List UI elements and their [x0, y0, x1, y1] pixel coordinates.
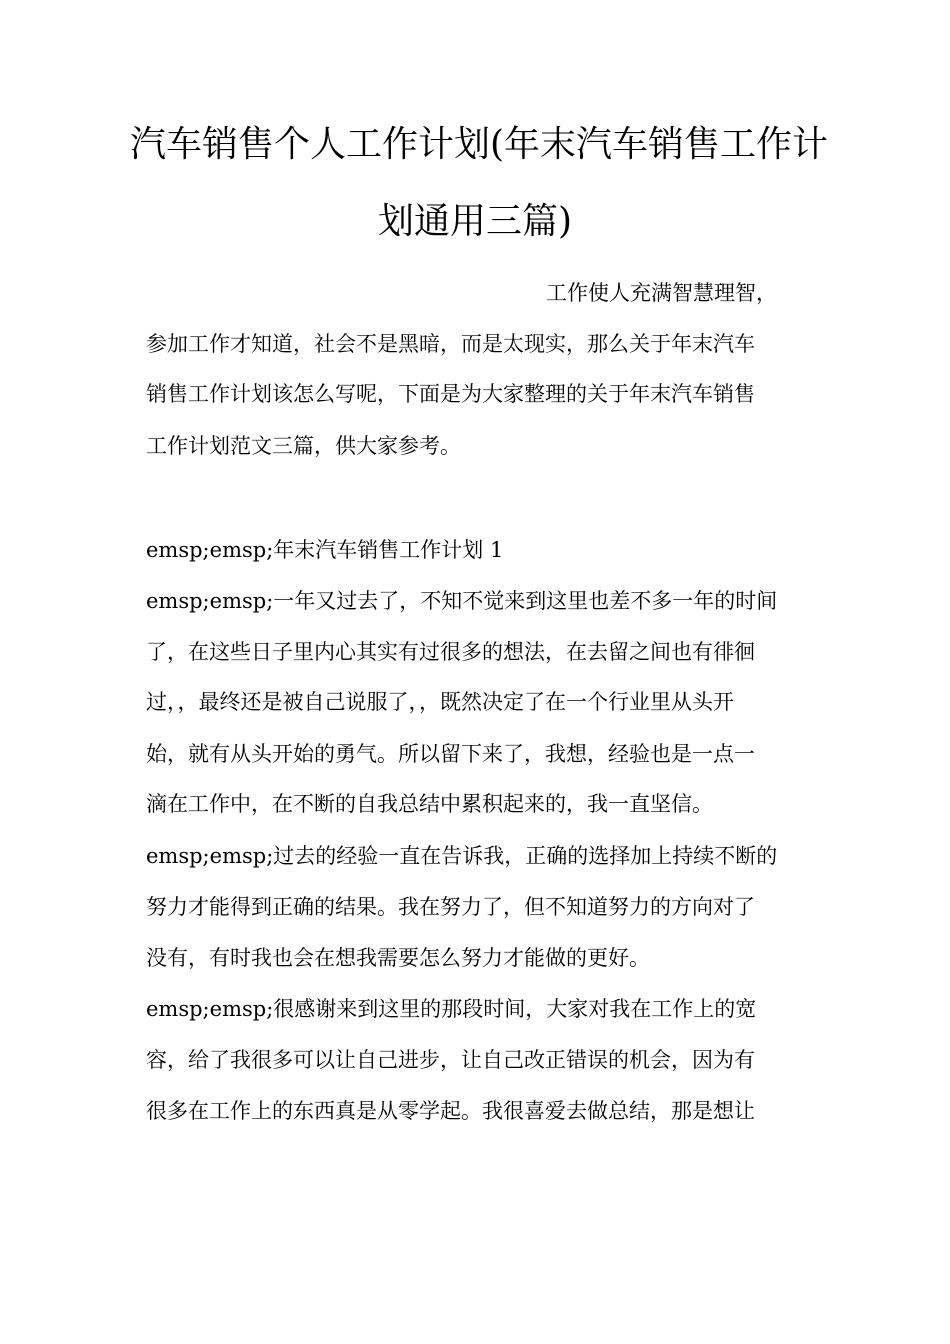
body-line-4: 始，就有从头开始的勇气。所以留下来了，我想，经验也是一点一: [146, 742, 755, 766]
document-title-line-2: 划通用三篇): [377, 201, 573, 242]
body-line-11: 很多在工作上的东西真是从零学起。我很喜爱去做总结，那是想让: [146, 1099, 755, 1123]
body-line-9: emsp;emsp;很感谢来到这里的那段时间，大家对我在工作上的宽: [146, 997, 757, 1021]
body-line-3: 过，，最终还是被自己说服了，，既然决定了在一个行业里从头开: [146, 690, 734, 714]
body-line-8: 没有，有时我也会在想我需要怎么努力才能做的更好。: [146, 946, 650, 970]
body-line-2: 了，在这些日子里内心其实有过很多的想法，在去留之间也有徘徊: [146, 640, 755, 664]
intro-line-1: 工作使人充满智慧理智，: [546, 281, 777, 305]
body-line-1: emsp;emsp;一年又过去了，不知不觉来到这里也差不多一年的时间: [146, 589, 778, 613]
intro-line-4: 工作计划范文三篇，供大家参考。: [146, 434, 461, 458]
intro-line-3: 销售工作计划该怎么写呢，下面是为大家整理的关于年末汽车销售: [146, 382, 755, 406]
body-line-7: 努力才能得到正确的结果。我在努力了，但不知道努力的方向对了: [146, 895, 755, 919]
body-line-5: 滴在工作中，在不断的自我总结中累积起来的，我一直坚信。: [146, 792, 713, 816]
section-heading: emsp;emsp;年末汽车销售工作计划 1: [146, 538, 504, 562]
intro-line-2: 参加工作才知道，社会不是黑暗，而是太现实，那么关于年末汽车: [146, 332, 755, 356]
body-line-10: 容，给了我很多可以让自己进步，让自己改正错误的机会，因为有: [146, 1048, 755, 1072]
body-line-6: emsp;emsp;过去的经验一直在告诉我，正确的选择加上持续不断的: [146, 844, 778, 868]
document-title-line-1: 汽车销售个人工作计划(年末汽车销售工作计: [130, 124, 829, 165]
